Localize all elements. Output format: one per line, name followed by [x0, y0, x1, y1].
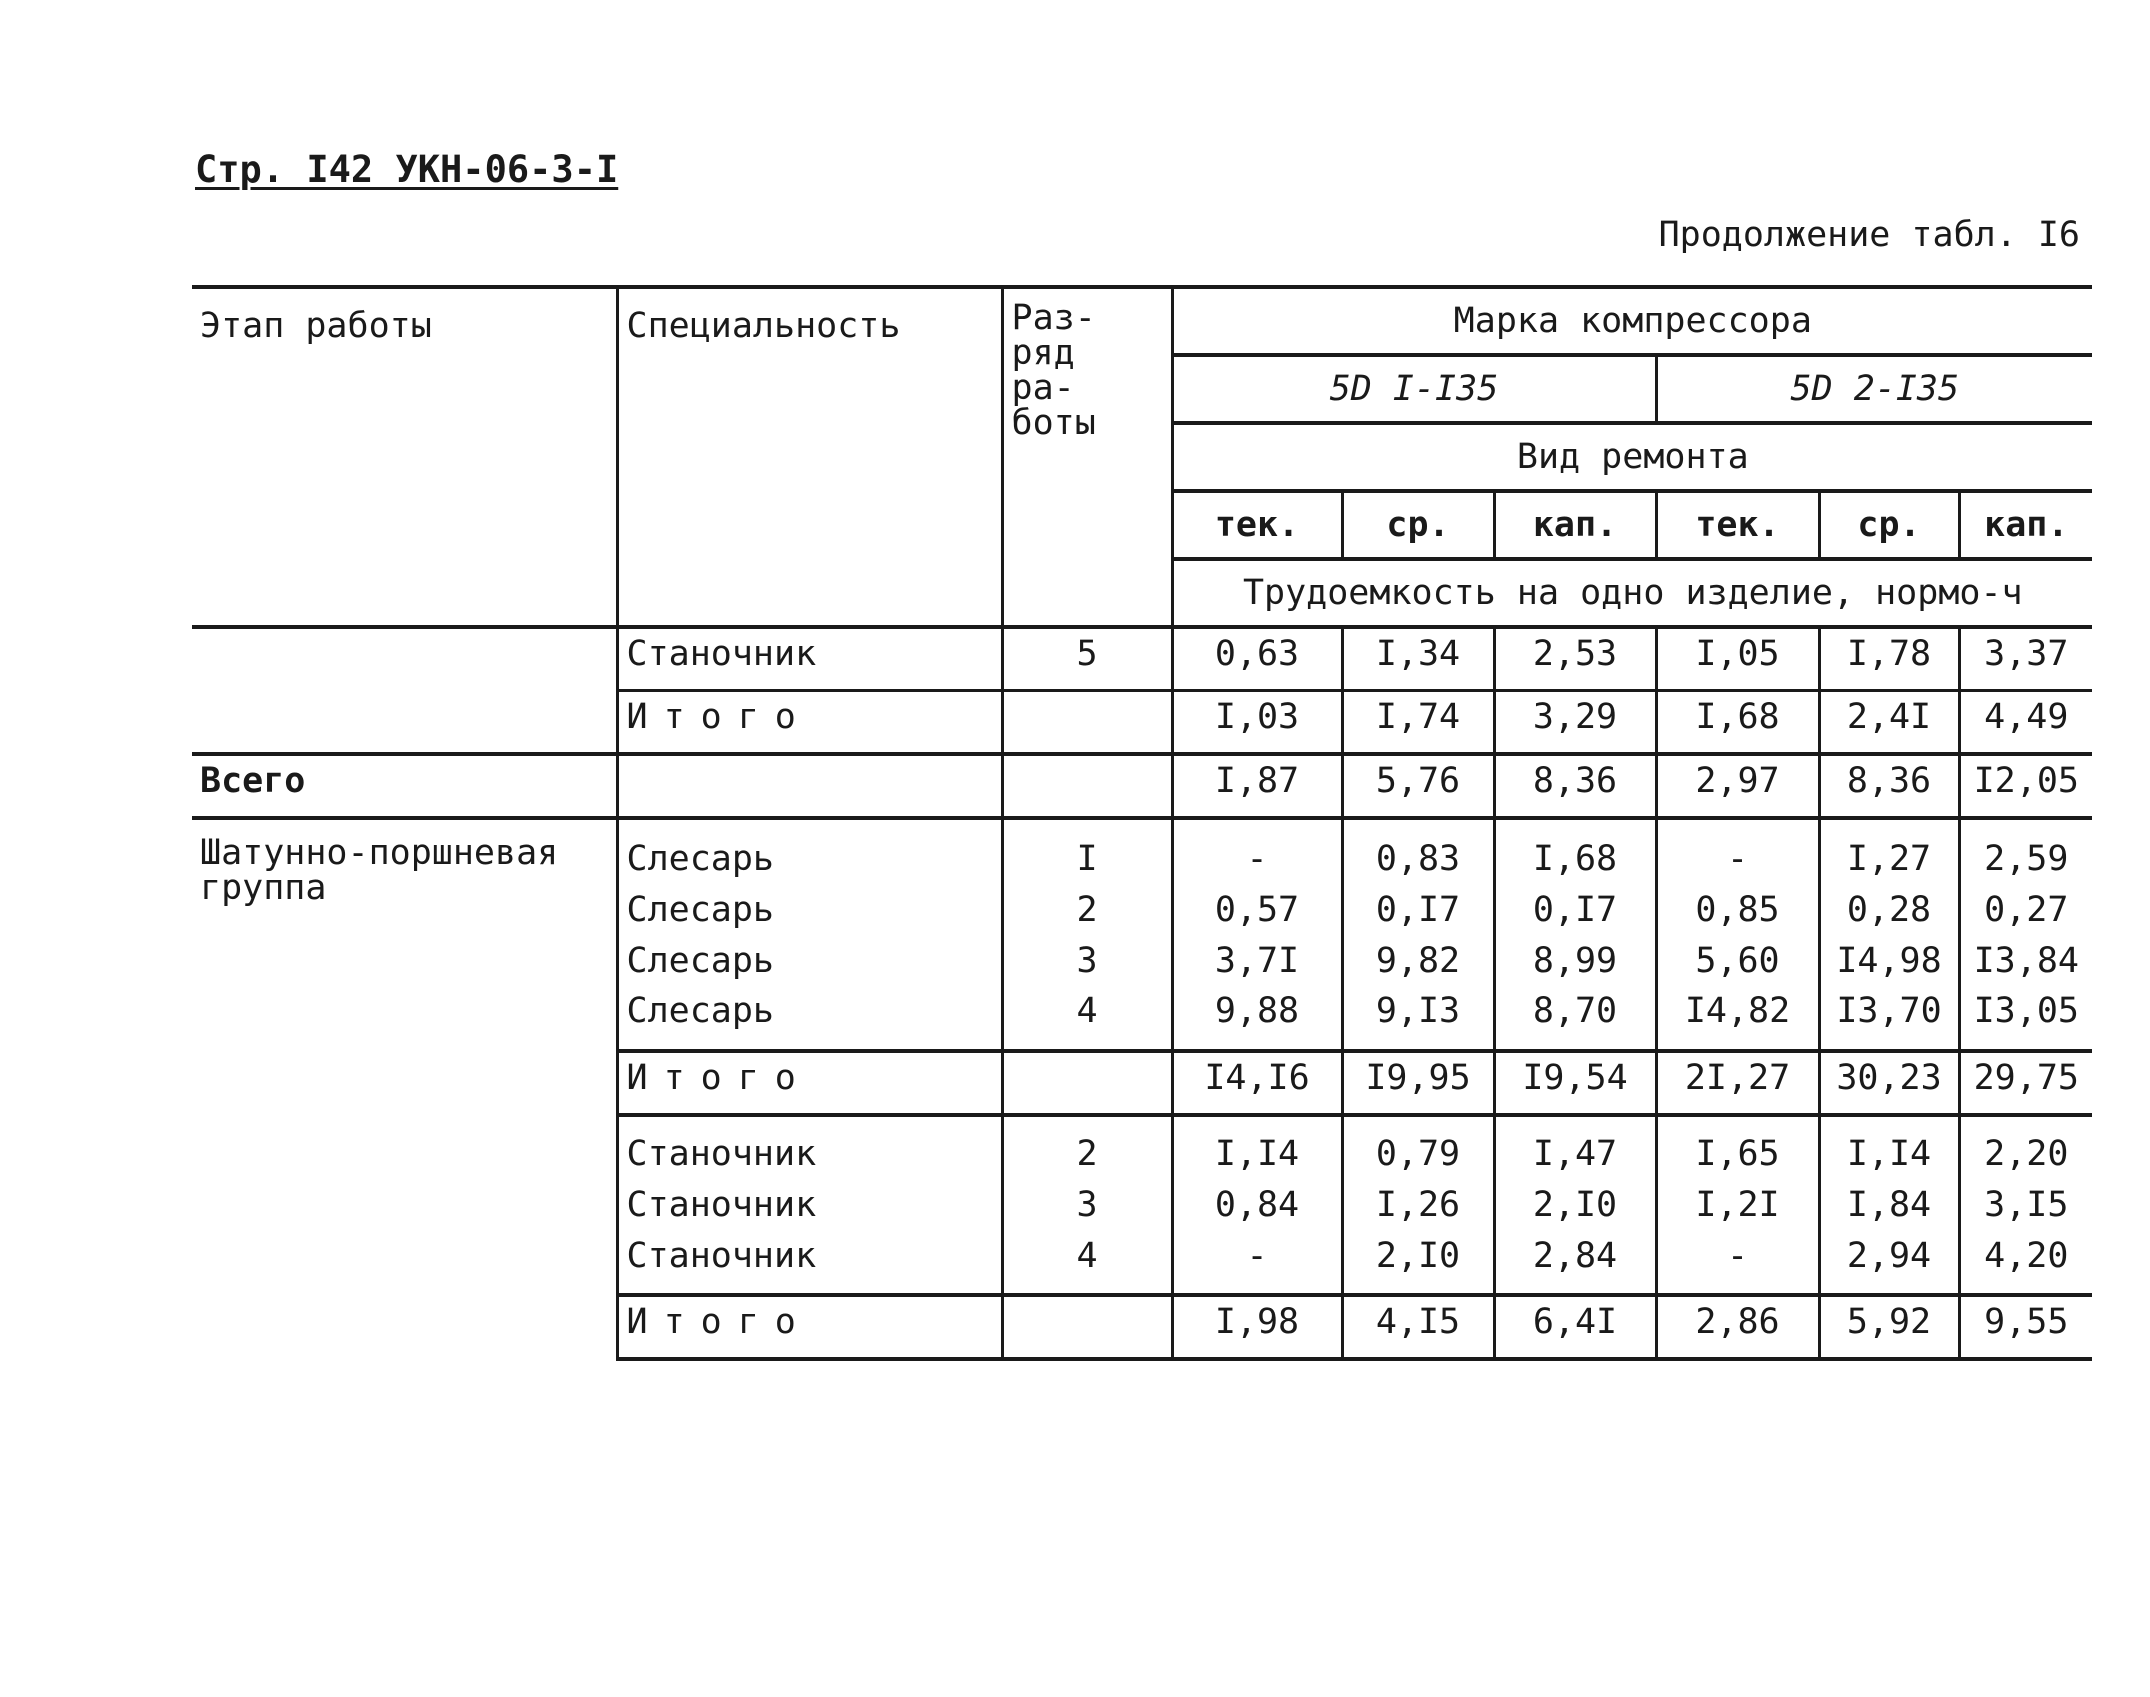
subtotal-value: I9,95: [1342, 1051, 1494, 1115]
value-cell: 9,88: [1172, 986, 1342, 1051]
value-cell: 9,82: [1342, 936, 1494, 987]
grand-total-value: 2,97: [1656, 754, 1819, 818]
stage-cell: Шатунно-поршневая группа: [192, 818, 617, 1359]
value-cell: 0,84: [1172, 1180, 1342, 1231]
grand-total-value: I,87: [1172, 754, 1342, 818]
value-cell: 4,20: [1959, 1231, 2092, 1296]
value-cell: 3,I5: [1959, 1180, 2092, 1231]
header-repair-type: Вид ремонта: [1172, 423, 2092, 491]
value-cell: I,27: [1819, 818, 1959, 885]
subtotal-value: 3,29: [1494, 691, 1656, 755]
value-cell: 0,79: [1342, 1115, 1494, 1180]
subtotal-value: I,68: [1656, 691, 1819, 755]
subtotal-value: 29,75: [1959, 1051, 2092, 1115]
subtotal-value: I4,I6: [1172, 1051, 1342, 1115]
value-cell: 8,99: [1494, 936, 1656, 987]
grand-total-value: 8,36: [1819, 754, 1959, 818]
header-repair-capital-2: кап.: [1959, 491, 2092, 559]
value-cell: 0,63: [1172, 627, 1342, 691]
subtotal-value: I,98: [1172, 1295, 1342, 1359]
value-cell: I3,70: [1819, 986, 1959, 1051]
value-cell: 0,27: [1959, 885, 2092, 936]
value-cell: I,I4: [1819, 1115, 1959, 1180]
specialty-cell: Станочник: [617, 1115, 1002, 1180]
subtotal-value: 30,23: [1819, 1051, 1959, 1115]
value-cell: 3,37: [1959, 627, 2092, 691]
subtotal-value: 9,55: [1959, 1295, 2092, 1359]
specialty-cell: Слесарь: [617, 818, 1002, 885]
subtotal-row: [192, 691, 2092, 755]
subtotal-value: 5,92: [1819, 1295, 1959, 1359]
rank-cell: [1002, 1051, 1172, 1115]
value-cell: I,05: [1656, 627, 1819, 691]
header-specialty: Специальность: [617, 287, 1002, 627]
value-cell: I,34: [1342, 627, 1494, 691]
table-row: [192, 627, 2092, 691]
header-compressor-brand: Марка компрессора: [1172, 287, 2092, 355]
header-rank: [1002, 287, 1172, 627]
rank-cell: 3: [1002, 1180, 1172, 1231]
rank-cell: 3: [1002, 936, 1172, 987]
header-repair-current-1: тек.: [1172, 491, 1342, 559]
value-cell: 0,83: [1342, 818, 1494, 885]
value-cell: 2,I0: [1342, 1231, 1494, 1296]
value-cell: -: [1172, 1231, 1342, 1296]
specialty-cell: Слесарь: [617, 936, 1002, 987]
header-stage: Этап работы: [200, 306, 432, 346]
value-cell: I,26: [1342, 1180, 1494, 1231]
value-cell: I,2I: [1656, 1180, 1819, 1231]
labor-intensity-table: [192, 285, 2092, 1361]
value-cell: I,65: [1656, 1115, 1819, 1180]
stage-cell: [192, 691, 617, 755]
rank-cell: 4: [1002, 1231, 1172, 1296]
rank-cell: [1002, 754, 1172, 818]
value-cell: I3,05: [1959, 986, 2092, 1051]
subtotal-label: Итого: [617, 691, 1002, 755]
value-cell: -: [1656, 1231, 1819, 1296]
value-cell: 2,84: [1494, 1231, 1656, 1296]
value-cell: I,47: [1494, 1115, 1656, 1180]
rank-cell: [1002, 691, 1172, 755]
specialty-cell: Слесарь: [617, 885, 1002, 936]
specialty-cell: Слесарь: [617, 986, 1002, 1051]
rank-cell: I: [1002, 818, 1172, 885]
table-continuation-caption: Продолжение табл. I6: [1658, 215, 2080, 255]
subtotal-value: 4,49: [1959, 691, 2092, 755]
table-row: [192, 818, 2092, 885]
header-brand-1: 5D I-I35: [1172, 355, 1656, 423]
page-reference: Стр. I42 УКН-06-3-I: [195, 148, 619, 191]
grand-total-row: [192, 754, 2092, 818]
value-cell: 2,53: [1494, 627, 1656, 691]
subtotal-value: I,03: [1172, 691, 1342, 755]
specialty-cell: Станочник: [617, 627, 1002, 691]
specialty-cell: [617, 754, 1002, 818]
specialty-cell: Станочник: [617, 1231, 1002, 1296]
value-cell: I,68: [1494, 818, 1656, 885]
value-cell: 2,59: [1959, 818, 2092, 885]
grand-total-value: 8,36: [1494, 754, 1656, 818]
value-cell: 0,57: [1172, 885, 1342, 936]
grand-total-value: I2,05: [1959, 754, 2092, 818]
value-cell: 3,7I: [1172, 936, 1342, 987]
value-cell: I4,98: [1819, 936, 1959, 987]
value-cell: 9,I3: [1342, 986, 1494, 1051]
subtotal-label: Итого: [617, 1051, 1002, 1115]
subtotal-value: 6,4I: [1494, 1295, 1656, 1359]
header-repair-current-2: тек.: [1656, 491, 1819, 559]
value-cell: 5,60: [1656, 936, 1819, 987]
header-labor: Трудоемкость на одно изделие, нормо-ч: [1172, 559, 2092, 627]
value-cell: I,84: [1819, 1180, 1959, 1231]
value-cell: I,I4: [1172, 1115, 1342, 1180]
subtotal-value: I9,54: [1494, 1051, 1656, 1115]
header-repair-medium-1: ср.: [1342, 491, 1494, 559]
header-brand-2: 5D 2-I35: [1656, 355, 2092, 423]
grand-total-label: Всего: [192, 754, 617, 818]
value-cell: -: [1172, 818, 1342, 885]
rank-cell: 4: [1002, 986, 1172, 1051]
value-cell: 0,I7: [1494, 885, 1656, 936]
grand-total-value: 5,76: [1342, 754, 1494, 818]
header-repair-medium-2: ср.: [1819, 491, 1959, 559]
value-cell: I4,82: [1656, 986, 1819, 1051]
value-cell: 0,28: [1819, 885, 1959, 936]
value-cell: I,78: [1819, 627, 1959, 691]
header-rank-line-2: ряд: [1011, 333, 1075, 373]
subtotal-value: 4,I5: [1342, 1295, 1494, 1359]
header-rank-line-4: боты: [1011, 403, 1096, 443]
rank-cell: 2: [1002, 885, 1172, 936]
header-row-1: [192, 287, 2092, 355]
value-cell: 2,I0: [1494, 1180, 1656, 1231]
value-cell: I3,84: [1959, 936, 2092, 987]
header-rank-line-1: Раз-: [1011, 298, 1096, 338]
subtotal-value: I,74: [1342, 691, 1494, 755]
value-cell: 0,I7: [1342, 885, 1494, 936]
rank-cell: 5: [1002, 627, 1172, 691]
header-rank-line-3: ра-: [1011, 368, 1075, 408]
rank-cell: [1002, 1295, 1172, 1359]
stage-cell: [192, 627, 617, 691]
header-repair-capital-1: кап.: [1494, 491, 1656, 559]
subtotal-value: 2,4I: [1819, 691, 1959, 755]
value-cell: 0,85: [1656, 885, 1819, 936]
subtotal-label: Итого: [617, 1295, 1002, 1359]
value-cell: 2,20: [1959, 1115, 2092, 1180]
value-cell: 8,70: [1494, 986, 1656, 1051]
subtotal-value: 2I,27: [1656, 1051, 1819, 1115]
value-cell: -: [1656, 818, 1819, 885]
rank-cell: 2: [1002, 1115, 1172, 1180]
subtotal-value: 2,86: [1656, 1295, 1819, 1359]
value-cell: 2,94: [1819, 1231, 1959, 1296]
specialty-cell: Станочник: [617, 1180, 1002, 1231]
